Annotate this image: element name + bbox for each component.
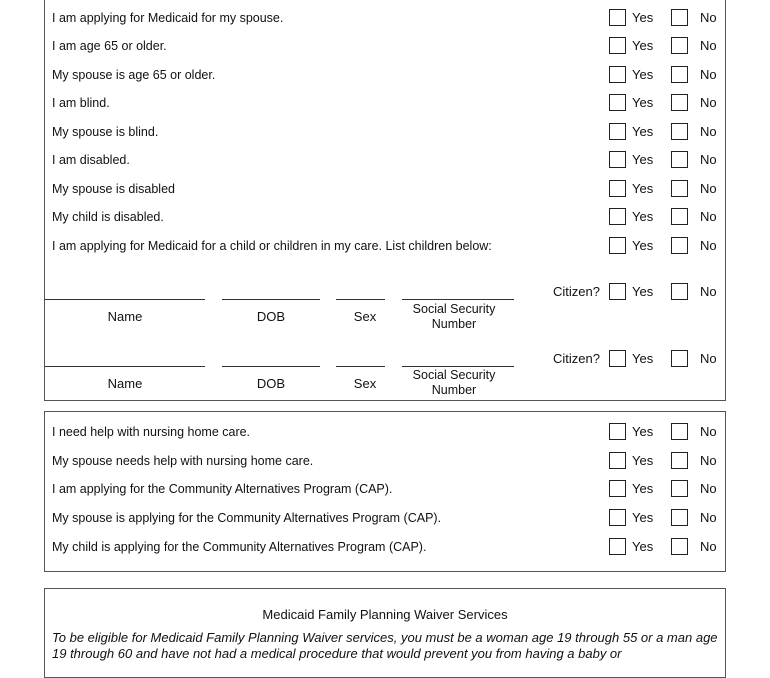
yes-checkbox[interactable] [609,180,626,197]
sex-field[interactable] [336,299,385,300]
yes-label: Yes [632,238,654,253]
no-label: No [700,209,717,224]
no-checkbox[interactable] [671,37,688,54]
question-label: My child is disabled. [52,210,164,224]
yes-checkbox[interactable] [609,66,626,83]
yes-label: Yes [632,152,654,167]
section-medicaid-eligibility [44,0,726,401]
name-field[interactable] [45,366,205,367]
no-checkbox[interactable] [671,123,688,140]
no-checkbox[interactable] [671,509,688,526]
dob-field[interactable] [222,299,320,300]
no-label: No [700,481,717,496]
yes-checkbox[interactable] [609,9,626,26]
yes-checkbox[interactable] [609,509,626,526]
question-label: My spouse is applying for the Community Alternatives Program (CAP). [52,511,442,525]
yes-checkbox[interactable] [609,538,626,555]
no-label: No [700,10,717,25]
citizen-no-checkbox[interactable] [671,283,688,300]
no-label: No [700,351,717,366]
yes-label: Yes [632,424,654,439]
no-label: No [700,510,717,525]
question-label: I am blind. [52,96,110,110]
no-checkbox[interactable] [671,452,688,469]
dob-label: DOB [256,309,286,324]
no-label: No [700,424,717,439]
name-field[interactable] [45,299,205,300]
yes-checkbox[interactable] [609,452,626,469]
no-checkbox[interactable] [671,66,688,83]
no-label: No [700,539,717,554]
ssn-field[interactable] [402,299,514,300]
dob-label: DOB [256,376,286,391]
no-label: No [700,95,717,110]
yes-label: Yes [632,453,654,468]
question-label: I am applying for Medicaid for my spouse. [52,11,284,25]
yes-label: Yes [632,38,654,53]
yes-checkbox[interactable] [609,208,626,225]
no-checkbox[interactable] [671,180,688,197]
question-label: My spouse is blind. [52,125,159,139]
question-label: My spouse is disabled [52,182,175,196]
question-label: I am disabled. [52,153,130,167]
yes-checkbox[interactable] [609,94,626,111]
yes-label: Yes [632,284,654,299]
citizen-no-checkbox[interactable] [671,350,688,367]
no-label: No [700,152,717,167]
yes-label: Yes [632,10,654,25]
sex-label: Sex [353,309,377,324]
question-label: My child is applying for the Community Alternatives Program (CAP). [52,540,427,554]
dob-field[interactable] [222,366,320,367]
citizen-yes-checkbox[interactable] [609,350,626,367]
yes-label: Yes [632,124,654,139]
yes-label: Yes [632,209,654,224]
citizen-label: Citizen? [553,284,600,299]
question-label: My spouse is age 65 or older. [52,68,216,82]
yes-label: Yes [632,181,654,196]
no-label: No [700,238,717,253]
no-checkbox[interactable] [671,94,688,111]
citizen-yes-checkbox[interactable] [609,283,626,300]
ssn-label: Social Security Number [412,368,496,397]
no-checkbox[interactable] [671,208,688,225]
eligibility-text: To be eligible for Medicaid Family Planning Waiver services, you must be a woman age 19 through 55 or a man age 19 through 60 and have not had a medical procedure that would prevent you from having a baby or [52,630,718,661]
no-label: No [700,38,717,53]
no-checkbox[interactable] [671,423,688,440]
yes-checkbox[interactable] [609,423,626,440]
yes-checkbox[interactable] [609,123,626,140]
section-title: Medicaid Family Planning Waiver Services [262,607,508,622]
name-label: Name [107,309,143,324]
no-checkbox[interactable] [671,480,688,497]
name-label: Name [107,376,143,391]
no-label: No [700,67,717,82]
yes-label: Yes [632,351,654,366]
question-label: I am applying for Medicaid for a child or children in my care. List children below: [52,239,492,253]
no-checkbox[interactable] [671,9,688,26]
no-checkbox[interactable] [671,538,688,555]
sex-field[interactable] [336,366,385,367]
yes-label: Yes [632,510,654,525]
ssn-field[interactable] [402,366,514,367]
ssn-label: Social Security Number [412,302,496,331]
sex-label: Sex [353,376,377,391]
question-label: I need help with nursing home care. [52,425,251,439]
yes-label: Yes [632,95,654,110]
question-label: I am applying for the Community Alternatives Program (CAP). [52,482,393,496]
yes-checkbox[interactable] [609,151,626,168]
question-label: I am age 65 or older. [52,39,167,53]
no-label: No [700,284,717,299]
no-label: No [700,124,717,139]
citizen-label: Citizen? [553,351,600,366]
yes-label: Yes [632,539,654,554]
yes-label: Yes [632,481,654,496]
yes-label: Yes [632,67,654,82]
yes-checkbox[interactable] [609,237,626,254]
no-checkbox[interactable] [671,237,688,254]
yes-checkbox[interactable] [609,37,626,54]
no-label: No [700,453,717,468]
question-label: My spouse needs help with nursing home care. [52,454,314,468]
yes-checkbox[interactable] [609,480,626,497]
no-label: No [700,181,717,196]
no-checkbox[interactable] [671,151,688,168]
